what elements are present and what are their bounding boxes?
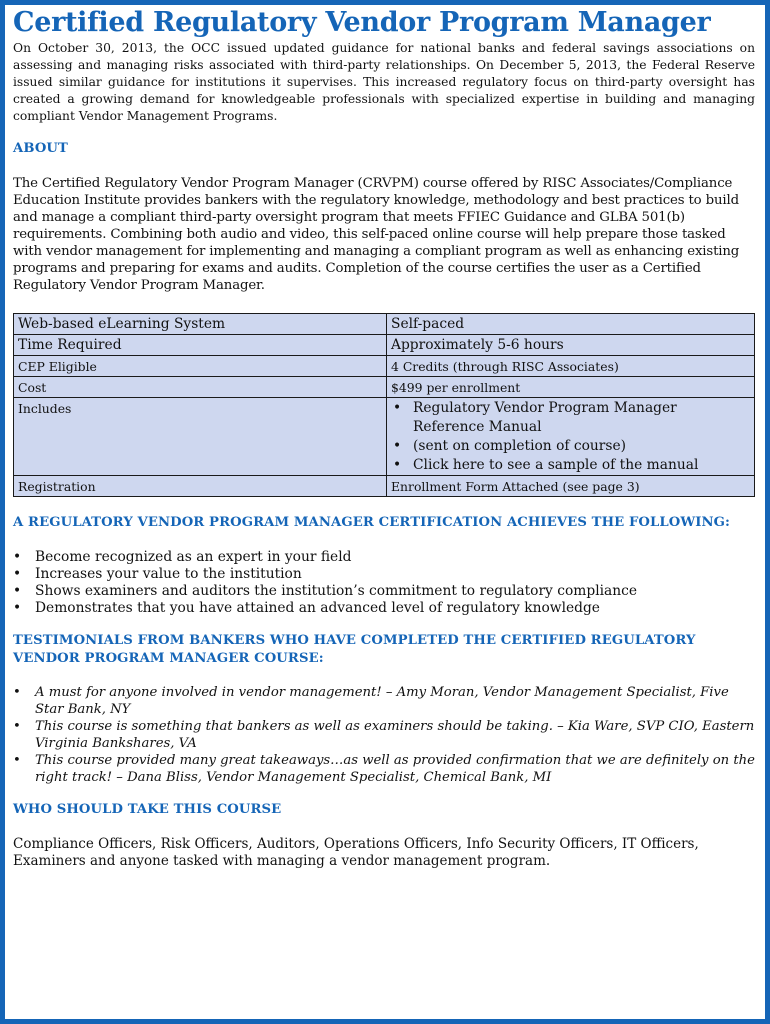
includes-list [391,399,750,475]
table-row-registration [14,476,755,497]
table-cell-label: CEP Eligible [14,356,387,377]
table-row-includes [14,398,755,476]
table-row [14,377,755,398]
testimonials-heading: TESTIMONIALS FROM BANKERS WHO HAVE COMPLETED THE CERTIFIED REGULATORY VENDOR PROGRAM MANAGER COURSE: [13,633,696,666]
list-item: • Shows examiners and auditors the institution’s commitment to regulatory compliance [13,583,755,600]
course-info-table [13,313,755,497]
table-cell-value: $499 per enrollment [387,377,755,398]
achieves-heading: A REGULATORY VENDOR PROGRAM MANAGER CERTIFICATION ACHIEVES THE FOLLOWING: [13,515,731,530]
page-title: Certified Regulatory Vendor Program Manager [13,7,711,38]
about-paragraph: The Certified Regulatory Vendor Program Manager (CRVPM) course offered by RISC Associates/Compliance Education Institute provides bankers with the regulatory knowledge, methodology and best practices to build and manage a compliant third-party oversight program that meets FFIEC Guidance and GLBA 501(b) requirements. Combining both audio and video, this self-paced online course will help prepare those tasked with vendor management for implementing and managing a compliant program as well as enhancing existing programs and preparing for exams and audits. Completion of the course certifies the user as a Certified Regulatory Vendor Program Manager. [13,176,740,293]
table-row [14,335,755,356]
table-cell-label: Time Required [14,335,387,356]
list-item: • Become recognized as an expert in your field [13,549,755,566]
sample-manual-link[interactable]: • Click here to see a sample of the manual [391,456,750,475]
table-cell-value: Approximately 5-6 hours [387,335,755,356]
testimonials-list [13,684,755,786]
list-item: • Demonstrates that you have attained an advanced level of regulatory knowledge [13,600,755,617]
testimonial-item: • A must for anyone involved in vendor management! – Amy Moran, Vendor Management Specialist, Five Star Bank, NY [13,684,755,718]
table-cell-value: Enrollment Form Attached (see page 3) [387,476,755,497]
achieves-list [13,549,755,617]
table-cell-value: 4 Credits (through RISC Associates) [387,356,755,377]
testimonial-item: • This course provided many great takeaways…as well as provided confirmation that we are definitely on the right track! – Dana Bliss, Vendor Management Specialist, Chemical Bank, MI [13,752,755,786]
testimonial-item: • This course is something that bankers as well as examiners should be taking. – Kia Ware, SVP CIO, Eastern Virginia Bankshares, VA [13,718,755,752]
table-cell-label: Web-based eLearning System [14,314,387,335]
includes-cell [387,398,755,476]
table-cell-label: Includes [14,398,387,476]
list-item: • Increases your value to the institution [13,566,755,583]
document-body [13,6,755,870]
who-paragraph: Compliance Officers, Risk Officers, Auditors, Operations Officers, Info Security Officers, IT Officers, Examiners and anyone tasked with managing a vendor management program. [13,836,699,869]
table-row [14,314,755,335]
table-cell-label: Registration [14,476,387,497]
intro-paragraph: On October 30, 2013, the OCC issued updated guidance for national banks and federal savings associations on assessing and managing risks associated with third-party relationships. On December 5, 2013, the Federal Reserve issued similar guidance for institutions it supervises. This increased regulatory focus on third-party oversight has created a growing demand for knowledgeable professionals with specialized expertise in building and managing compliant Vendor Management Programs. [13,41,755,123]
includes-item: • (sent on completion of course) [391,437,750,456]
about-heading: ABOUT [13,141,68,156]
table-cell-label: Cost [14,377,387,398]
who-heading: WHO SHOULD TAKE THIS COURSE [13,802,282,817]
includes-item: • Regulatory Vendor Program Manager Reference Manual [391,399,750,437]
table-cell-value: Self-paced [387,314,755,335]
table-row [14,356,755,377]
